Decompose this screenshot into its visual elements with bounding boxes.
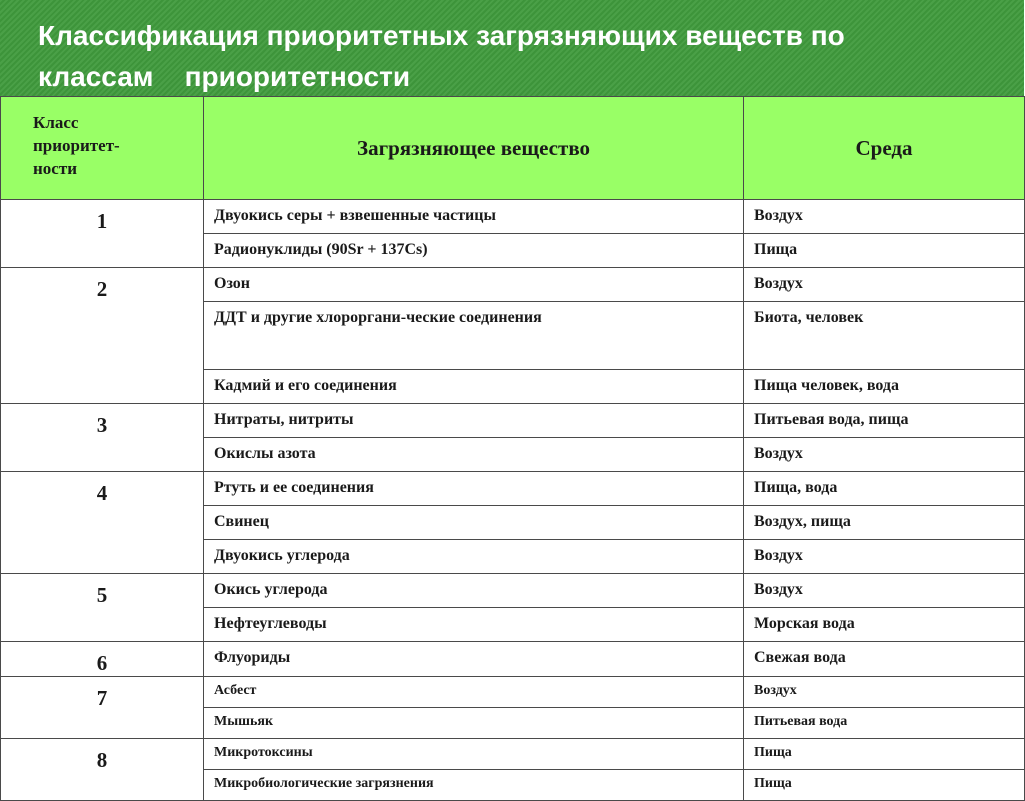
substance-cell: Кадмий и его соединения [204, 370, 744, 404]
medium-cell: Биота, человек [744, 302, 1025, 370]
substance-cell: Окись углерода [204, 574, 744, 608]
priority-table [0, 96, 1025, 801]
substance-cell: Свинец [204, 506, 744, 540]
substance-cell: Окислы азота [204, 438, 744, 472]
slide-title-line-2: классам приоритетности [38, 61, 411, 92]
substance-cell: Радионуклиды (90Sr + 137Cs) [204, 234, 744, 268]
medium-cell: Пища человек, вода [744, 370, 1025, 404]
medium-cell: Пища [744, 770, 1025, 801]
table-row [1, 574, 1025, 608]
class-number: 7 [1, 677, 204, 739]
substance-cell: Двуокись углерода [204, 540, 744, 574]
class-number: 6 [1, 642, 204, 677]
substance-cell: Нитраты, нитриты [204, 404, 744, 438]
title-bar [0, 0, 1024, 96]
substance-cell: Озон [204, 268, 744, 302]
substance-cell: Микротоксины [204, 739, 744, 770]
table-row [1, 739, 1025, 770]
substance-cell: Флуориды [204, 642, 744, 677]
substance-cell: Асбест [204, 677, 744, 708]
medium-cell: Питьевая вода [744, 708, 1025, 739]
medium-cell: Пища [744, 739, 1025, 770]
medium-cell: Морская вода [744, 608, 1025, 642]
medium-cell: Пища [744, 234, 1025, 268]
medium-cell: Воздух [744, 438, 1025, 472]
header-medium: Среда [744, 97, 1025, 200]
table-row [1, 404, 1025, 438]
medium-cell: Свежая вода [744, 642, 1025, 677]
class-number: 5 [1, 574, 204, 642]
medium-cell: Воздух [744, 677, 1025, 708]
medium-cell: Пища, вода [744, 472, 1025, 506]
class-number: 2 [1, 268, 204, 404]
medium-cell: Воздух [744, 200, 1025, 234]
substance-cell: Микробиологические загрязнения [204, 770, 744, 801]
class-number: 3 [1, 404, 204, 472]
substance-cell: Двуокись серы + взвешенные частицы [204, 200, 744, 234]
medium-cell: Воздух [744, 268, 1025, 302]
table-row [1, 677, 1025, 708]
medium-cell: Воздух [744, 574, 1025, 608]
class-number: 4 [1, 472, 204, 574]
header-substance: Загрязняющее вещество [204, 97, 744, 200]
substance-cell: Нефтеуглеводы [204, 608, 744, 642]
medium-cell: Воздух [744, 540, 1025, 574]
medium-cell: Питьевая вода, пища [744, 404, 1025, 438]
medium-cell: Воздух, пища [744, 506, 1025, 540]
substance-cell: ДДТ и другие хлороргани-ческие соединения [204, 302, 744, 370]
table-row [1, 268, 1025, 302]
class-number: 8 [1, 739, 204, 801]
substance-cell: Ртуть и ее соединения [204, 472, 744, 506]
table-header-row [1, 97, 1025, 200]
substance-cell: Мышьяк [204, 708, 744, 739]
slide-title-line-1: Классификация приоритетных загрязняющих веществ по [38, 20, 845, 51]
table-row [1, 200, 1025, 234]
class-number: 1 [1, 200, 204, 268]
table-row [1, 642, 1025, 677]
table-row [1, 472, 1025, 506]
header-class: Класс приоритет- ности [1, 97, 204, 200]
